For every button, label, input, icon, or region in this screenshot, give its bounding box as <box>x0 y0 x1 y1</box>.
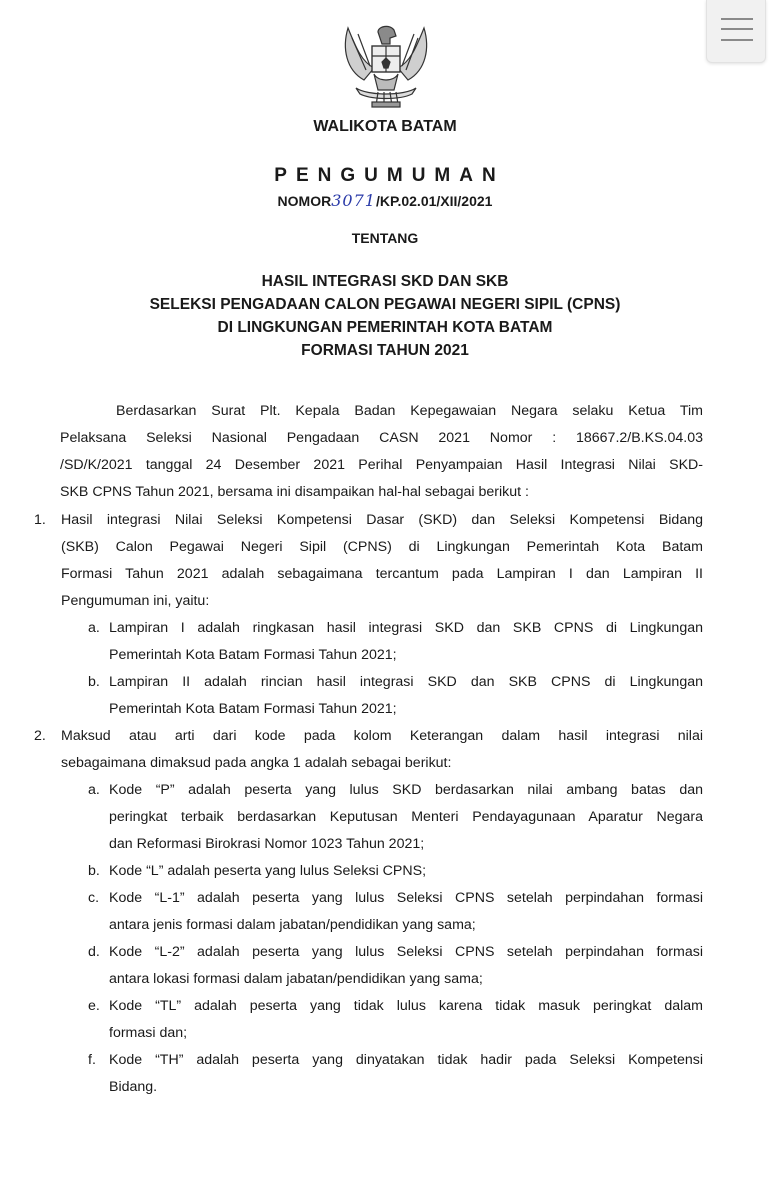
list-subitem <box>109 777 703 858</box>
text-line: /SD/K/2021 tanggal 24 Desember 2021 Perihal Penyampaian Hasil Integrasi Nilai SKD- <box>60 457 703 473</box>
list-subitem <box>109 993 703 1047</box>
list-subitem <box>109 669 703 723</box>
text-line: Kode “L” adalah peserta yang lulus Seleksi CPNS; <box>109 863 427 879</box>
text-line: Formasi Tahun 2021 adalah sebagaimana tercantum pada Lampiran I dan Lampiran II <box>61 566 703 582</box>
title-line: SELEKSI PENGADAAN CALON PEGAWAI NEGERI SIPIL (CPNS) <box>149 296 621 313</box>
list-marker: f. <box>88 1052 96 1068</box>
text-line: Bidang. <box>109 1079 158 1095</box>
list-subitem <box>109 939 703 993</box>
text-line: peringkat terbaik berdasarkan Keputusan Menteri Pendayagunaan Aparatur Negara <box>109 809 703 825</box>
text-line: Kode “TH” adalah peserta yang dinyatakan tidak hadir pada Seleksi Kompetensi <box>109 1052 703 1068</box>
text-line: dan Reformasi Birokrasi Nomor 1023 Tahun 2021; <box>109 836 425 852</box>
list-item <box>61 507 703 615</box>
list-subitem <box>109 885 703 939</box>
text-line: Kode “TL” adalah peserta yang tidak lulus karena tidak masuk peringkat dalam <box>109 998 703 1014</box>
text-line: antara jenis formasi dalam jabatan/pendidikan yang sama; <box>109 917 476 933</box>
list-marker: e. <box>88 998 100 1014</box>
doc-type-heading: PENGUMUMAN <box>274 165 505 186</box>
list-marker: c. <box>88 890 100 906</box>
text-line: Pengumuman ini, yaitu: <box>61 593 210 609</box>
hamburger-menu-icon <box>721 18 753 20</box>
number-suffix: /KP.02.01/XII/2021 <box>375 193 493 209</box>
text-line: antara lokasi formasi dalam jabatan/pendidikan yang sama; <box>109 971 483 987</box>
text-line: Lampiran I adalah ringkasan hasil integrasi SKD dan SKB CPNS di Lingkungan <box>109 620 703 636</box>
list-subitem <box>109 615 703 669</box>
hamburger-menu-icon-line <box>721 39 753 41</box>
list-marker: a. <box>88 782 100 798</box>
title-line: FORMASI TAHUN 2021 <box>301 342 469 359</box>
list-item <box>61 723 703 777</box>
text-line: Hasil integrasi Nilai Seleksi Kompetensi Dasar (SKD) dan Seleksi Kompetensi Bidang <box>61 512 703 528</box>
handwritten-number: 3071 <box>331 191 376 210</box>
list-marker: b. <box>88 674 100 690</box>
text-line: Berdasarkan Surat Plt. Kepala Badan Kepegawaian Negara selaku Ketua Tim <box>116 403 703 419</box>
document-number <box>0 191 770 210</box>
text-line: SKB CPNS Tahun 2021, bersama ini disampaikan hal-hal sebagai berikut : <box>60 484 529 500</box>
about-label: TENTANG <box>351 230 419 246</box>
list-marker: b. <box>88 863 100 879</box>
issuer-title: WALIKOTA BATAM <box>313 118 457 135</box>
text-line: Kode “L-2” adalah peserta yang lulus Seleksi CPNS setelah perpindahan formasi <box>109 944 703 960</box>
text-line: formasi dan; <box>109 1025 188 1041</box>
text-line: Kode “L-1” adalah peserta yang lulus Seleksi CPNS setelah perpindahan formasi <box>109 890 703 906</box>
list-subitem <box>109 1047 703 1101</box>
text-line: Lampiran II adalah rincian hasil integrasi SKD dan SKB CPNS di Lingkungan <box>109 674 703 690</box>
list-marker: 2. <box>34 728 46 744</box>
menu-button[interactable] <box>706 0 766 63</box>
list-marker: 1. <box>34 512 46 528</box>
title-line: DI LINGKUNGAN PEMERINTAH KOTA BATAM <box>217 319 553 336</box>
text-line: Kode “P” adalah peserta yang lulus SKD berdasarkan nilai ambang batas dan <box>109 782 703 798</box>
text-line: sebagaimana dimaksud pada angka 1 adalah sebagai berikut: <box>61 755 452 771</box>
text-line: Maksud atau arti dari kode pada kolom Keterangan dalam hasil integrasi nilai <box>61 728 703 744</box>
number-prefix: NOMOR <box>277 193 332 209</box>
title-line: HASIL INTEGRASI SKD DAN SKB <box>261 273 509 290</box>
list-marker: a. <box>88 620 100 636</box>
list-marker: d. <box>88 944 100 960</box>
text-line: Pemerintah Kota Batam Formasi Tahun 2021; <box>109 647 397 663</box>
intro-paragraph <box>60 398 703 506</box>
list-subitem <box>109 858 703 885</box>
garuda-pancasila-emblem-icon <box>338 18 434 110</box>
hamburger-menu-icon-line <box>721 28 753 30</box>
text-line: (SKB) Calon Pegawai Negeri Sipil (CPNS) di Lingkungan Pemerintah Kota Batam <box>61 539 703 555</box>
text-line: Pelaksana Seleksi Nasional Pengadaan CASN 2021 Nomor : 18667.2/B.KS.04.03 <box>60 430 703 446</box>
text-line: Pemerintah Kota Batam Formasi Tahun 2021; <box>109 701 397 717</box>
